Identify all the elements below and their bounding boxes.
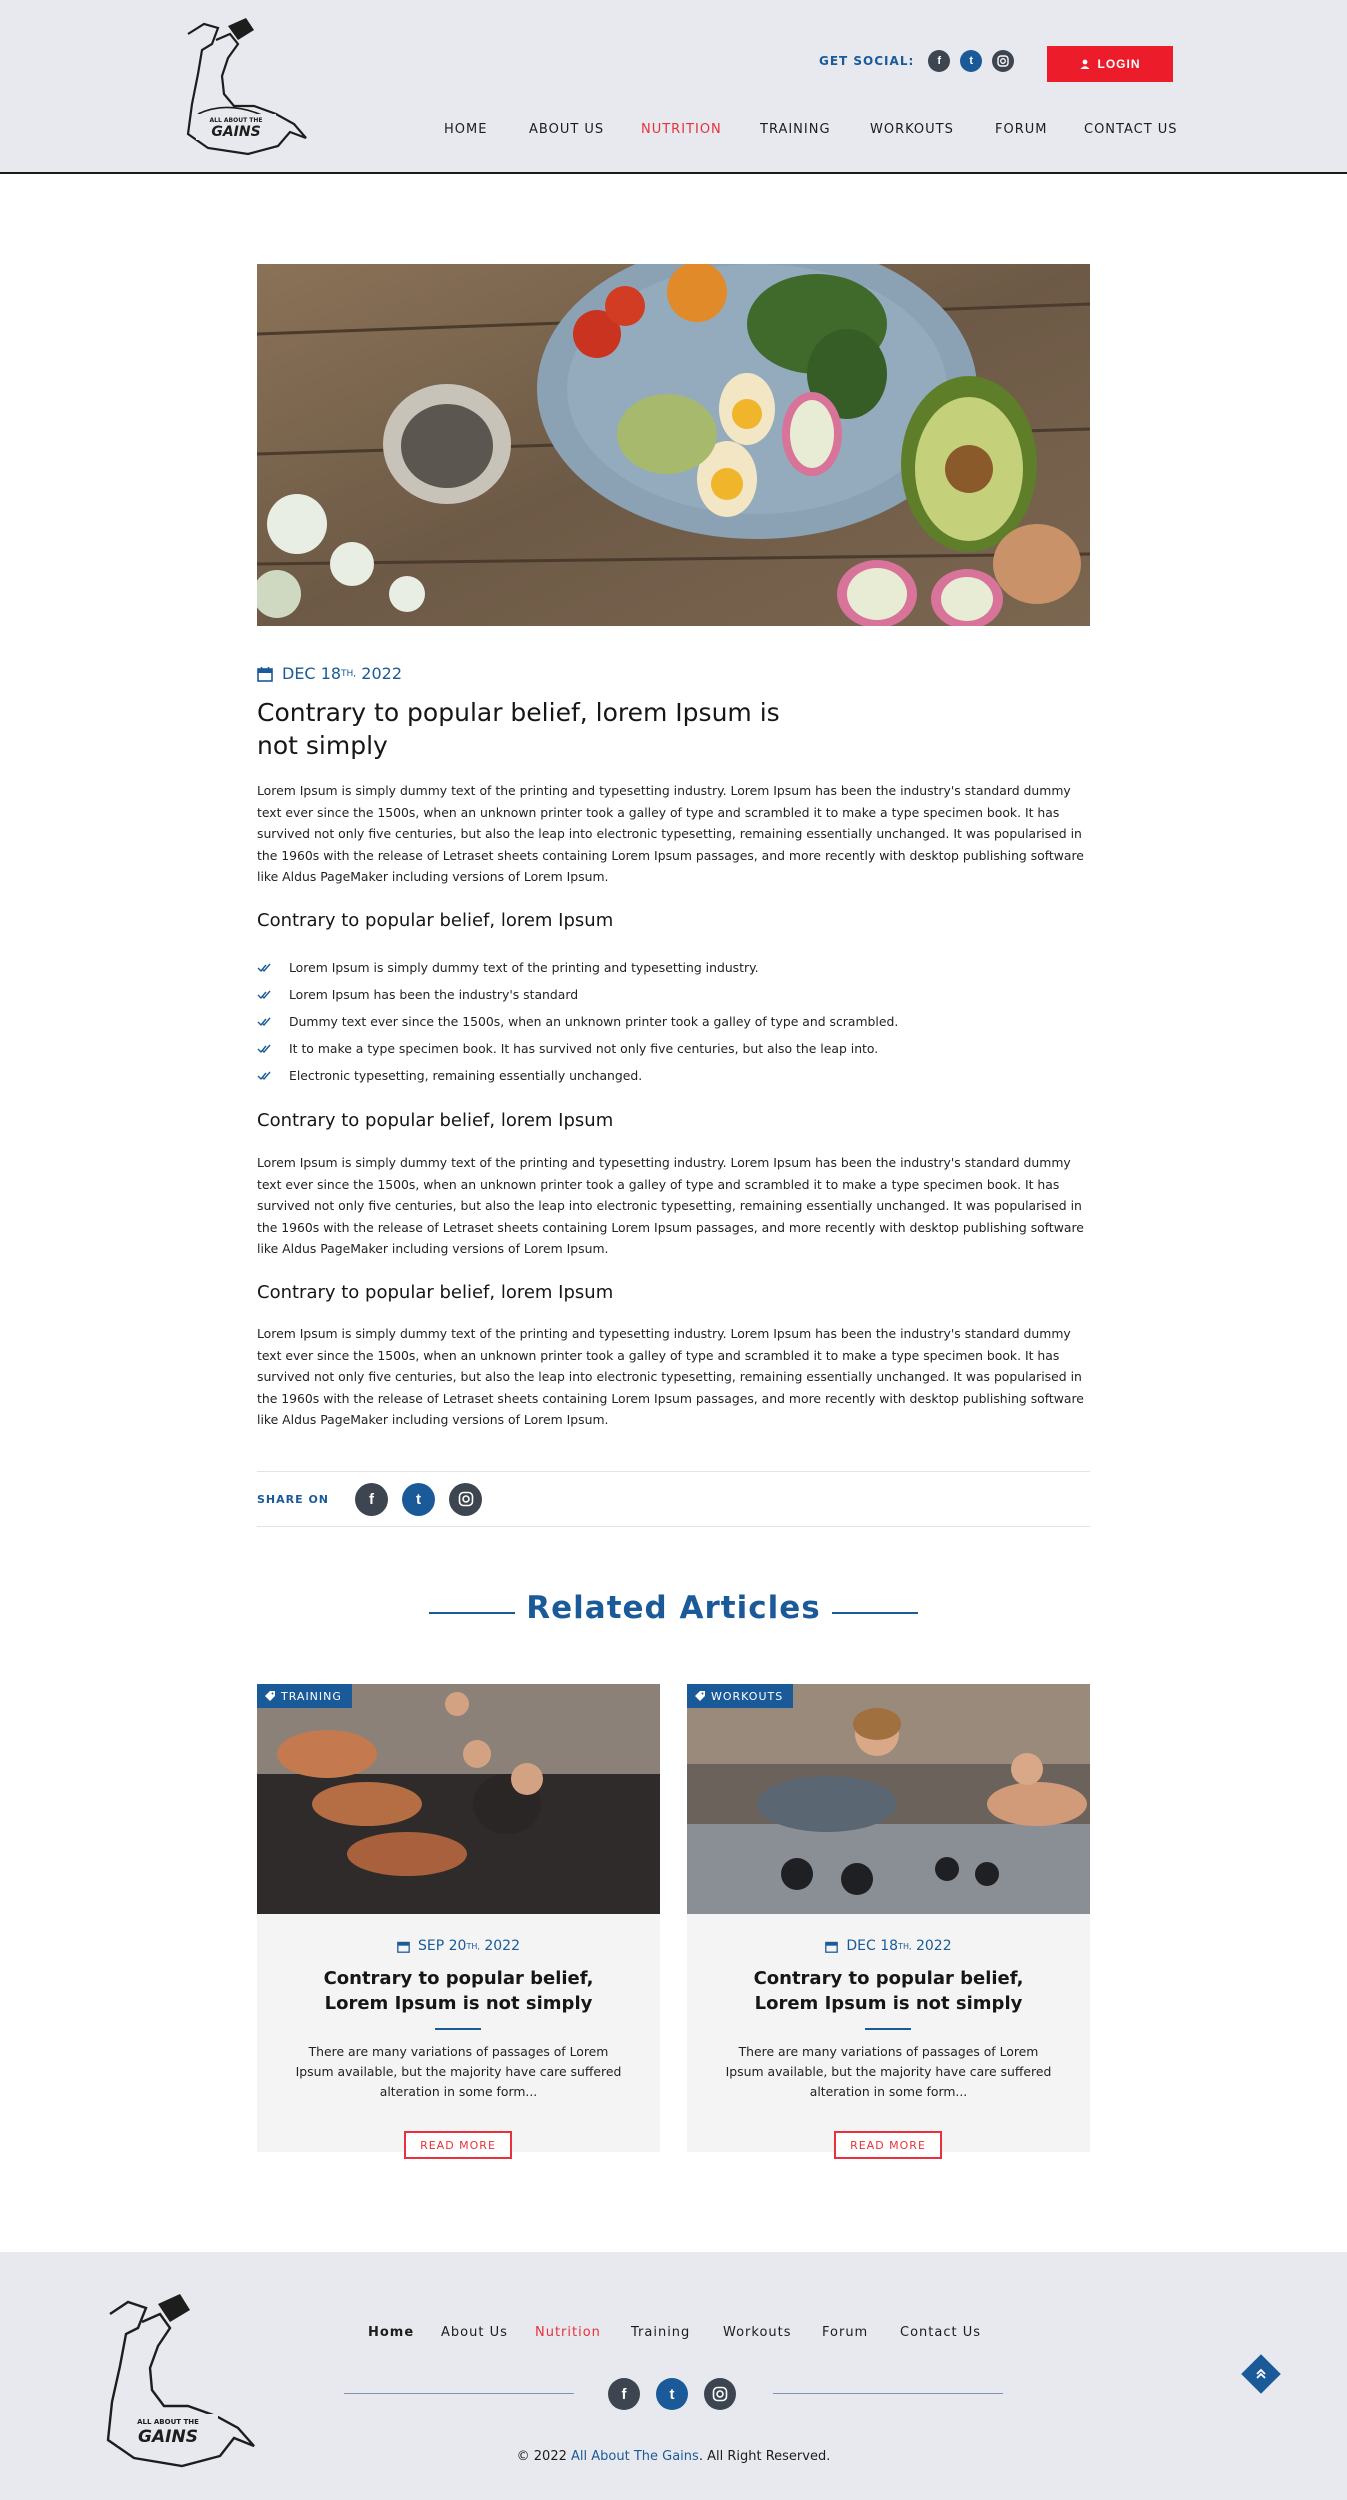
footer-divider-left <box>344 2393 574 2394</box>
card-date-suffix: TH, <box>898 1941 912 1951</box>
list-item <box>257 954 898 981</box>
article-subheading-2: Contrary to popular belief, lorem Ipsum <box>257 1110 614 1131</box>
read-more-button[interactable]: READ MORE <box>834 2131 942 2159</box>
related-articles-title: Related Articles <box>526 1590 821 1626</box>
facebook-icon[interactable]: f <box>928 50 950 72</box>
site-footer <box>0 2252 1347 2500</box>
card-title[interactable]: Contrary to popular belief, Lorem Ipsum is not simply <box>323 1968 594 2014</box>
nav-forum[interactable]: FORUM <box>995 122 1048 137</box>
card-image[interactable] <box>257 1684 660 1914</box>
check-icon <box>257 1044 271 1054</box>
footer-social <box>608 2378 752 2410</box>
share-facebook-icon[interactable]: f <box>355 1483 388 1516</box>
checklist-text: Lorem Ipsum has been the industry's standard <box>289 987 579 1002</box>
card-date-year: 2022 <box>484 1938 520 1954</box>
article-paragraph-3: Lorem Ipsum is simply dummy text of the printing and typesetting industry. Lorem Ipsum has been the industry's standard dummy text ever since the 1500s, when an unknown printer took a galley of type and scrambled it to make a type specimen book. It has survived not only five centuries, but also the leap into electronic typesetting, remaining essentially unchanged. It was popularised in the 1960s with the release of Letraset sheets containing Lorem Ipsum passages, and more recently with desktop publishing software like Aldus PageMaker including versions of Lorem Ipsum. <box>257 1326 1084 1428</box>
footer-nav-nutrition[interactable]: Nutrition <box>535 2325 601 2340</box>
footer-facebook-icon[interactable]: f <box>608 2378 640 2410</box>
footer-logo-text-large: GAINS <box>138 2427 198 2447</box>
share-label: SHARE ON <box>257 1492 330 1506</box>
user-icon <box>1080 59 1090 69</box>
list-item <box>257 1062 898 1089</box>
card-divider <box>435 2028 481 2030</box>
site-header <box>0 0 1347 174</box>
card-date-year: 2022 <box>915 1938 952 1954</box>
footer-logo-text-small: ALL ABOUT THE <box>137 2418 199 2426</box>
calendar-icon <box>825 1940 838 1953</box>
tag-icon <box>695 1691 705 1701</box>
card-date-suffix: TH, <box>466 1941 480 1951</box>
card-image[interactable] <box>687 1684 1090 1914</box>
date-main: DEC 18 <box>282 664 342 683</box>
share-twitter-icon[interactable]: t <box>402 1483 435 1516</box>
article-subheading-1: Contrary to popular belief, lorem Ipsum <box>257 910 614 931</box>
related-card-workouts[interactable] <box>687 1684 1090 2152</box>
check-icon <box>257 990 271 1000</box>
copyright <box>0 2449 1347 2464</box>
main-nav <box>0 122 1347 142</box>
card-date <box>257 1938 660 1954</box>
article-checklist <box>257 954 898 1089</box>
nav-workouts[interactable]: WORKOUTS <box>870 122 954 137</box>
card-date-main: SEP 20 <box>418 1938 467 1954</box>
tag-icon <box>265 1691 275 1701</box>
card-divider <box>865 2028 911 2030</box>
card-tag-label: TRAINING <box>281 1689 342 1703</box>
card-description: There are many variations of passages of Lorem Ipsum available, but the majority have care suffered alteration in some form... <box>725 2044 1052 2099</box>
footer-nav-contact-us[interactable]: Contact Us <box>900 2325 981 2340</box>
list-item <box>257 1035 898 1062</box>
article-title: Contrary to popular belief, lorem Ipsum is not simply <box>257 698 780 760</box>
card-description: There are many variations of passages of Lorem Ipsum available, but the majority have care suffered alteration in some form... <box>295 2044 622 2099</box>
date-year: 2022 <box>361 664 402 683</box>
share-instagram-icon[interactable] <box>449 1483 482 1516</box>
logo-text-large: GAINS <box>211 124 261 140</box>
footer-divider-right <box>773 2393 1003 2394</box>
article-date <box>257 664 402 683</box>
article-hero-image <box>257 264 1090 626</box>
twitter-icon[interactable]: t <box>960 50 982 72</box>
logo-text-small: ALL ABOUT THE <box>209 117 263 124</box>
footer-nav-forum[interactable]: Forum <box>822 2325 869 2340</box>
back-to-top-button[interactable] <box>1241 2354 1281 2394</box>
nav-home[interactable]: HOME <box>444 122 488 137</box>
nav-nutrition[interactable]: NUTRITION <box>641 122 722 137</box>
checklist-text: Electronic typesetting, remaining essentially unchanged. <box>289 1068 643 1083</box>
share-bar <box>257 1471 1090 1527</box>
article-subheading-3: Contrary to popular belief, lorem Ipsum <box>257 1282 614 1303</box>
checklist-text: It to make a type specimen book. It has survived not only five centuries, but also the leap into. <box>289 1041 879 1056</box>
card-title[interactable]: Contrary to popular belief, Lorem Ipsum is not simply <box>753 1968 1024 2014</box>
date-suffix: TH, <box>341 668 357 679</box>
footer-nav-workouts[interactable]: Workouts <box>723 2325 792 2340</box>
social-label: GET SOCIAL: <box>819 54 915 68</box>
check-icon <box>257 1017 271 1027</box>
header-social <box>819 50 1024 72</box>
checklist-text: Lorem Ipsum is simply dummy text of the printing and typesetting industry. <box>289 960 759 975</box>
nav-about-us[interactable]: ABOUT US <box>529 122 605 137</box>
read-more-button[interactable]: READ MORE <box>404 2131 512 2159</box>
footer-twitter-icon[interactable]: t <box>656 2378 688 2410</box>
related-card-training[interactable] <box>257 1684 660 2152</box>
login-label: LOGIN <box>1097 57 1141 71</box>
instagram-icon[interactable] <box>992 50 1014 72</box>
footer-nav-training[interactable]: Training <box>631 2325 691 2340</box>
nav-training[interactable]: TRAINING <box>760 122 831 137</box>
related-divider-right <box>832 1612 918 1614</box>
calendar-icon <box>397 1940 410 1953</box>
check-icon <box>257 963 271 973</box>
check-icon <box>257 1071 271 1081</box>
copyright-prefix: © 2022 <box>516 2449 572 2464</box>
footer-instagram-icon[interactable] <box>704 2378 736 2410</box>
card-tag[interactable] <box>687 1684 793 1708</box>
copyright-suffix: . All Right Reserved. <box>698 2449 831 2464</box>
nav-contact-us[interactable]: CONTACT US <box>1084 122 1178 137</box>
card-date-main: DEC 18 <box>846 1938 899 1954</box>
article-paragraph-2: Lorem Ipsum is simply dummy text of the printing and typesetting industry. Lorem Ipsum has been the industry's standard dummy text ever since the 1500s, when an unknown printer took a galley of type and scrambled it to make a type specimen book. It has survived not only five centuries, but also the leap into electronic typesetting, remaining essentially unchanged. It was popularised in the 1960s with the release of Letraset sheets containing Lorem Ipsum passages, and more recently with desktop publishing software like Aldus PageMaker including versions of Lorem Ipsum. <box>257 1155 1084 1257</box>
footer-nav-about-us[interactable]: About Us <box>441 2325 508 2340</box>
login-button[interactable] <box>1047 46 1173 82</box>
footer-logo[interactable] <box>84 2290 258 2470</box>
footer-nav-home[interactable]: Home <box>368 2325 415 2340</box>
checklist-text: Dummy text ever since the 1500s, when an unknown printer took a galley of type and scrambled. <box>289 1014 899 1029</box>
double-chevron-up-icon <box>1254 2367 1268 2381</box>
copyright-brand-link[interactable]: All About The Gains <box>571 2449 699 2464</box>
article-paragraph-1: Lorem Ipsum is simply dummy text of the printing and typesetting industry. Lorem Ipsum has been the industry's standard dummy text ever since the 1500s, when an unknown printer took a galley of type and scrambled it to make a type specimen book. It has survived not only five centuries, but also the leap into electronic typesetting, remaining essentially unchanged. It was popularised in the 1960s with the release of Letraset sheets containing Lorem Ipsum passages, and more recently with desktop publishing software like Aldus PageMaker including versions of Lorem Ipsum. <box>257 783 1084 885</box>
card-tag[interactable] <box>257 1684 352 1708</box>
list-item <box>257 1008 898 1035</box>
list-item <box>257 981 898 1008</box>
card-tag-label: WORKOUTS <box>711 1689 784 1703</box>
calendar-icon <box>257 666 273 682</box>
card-date <box>687 1938 1090 1954</box>
